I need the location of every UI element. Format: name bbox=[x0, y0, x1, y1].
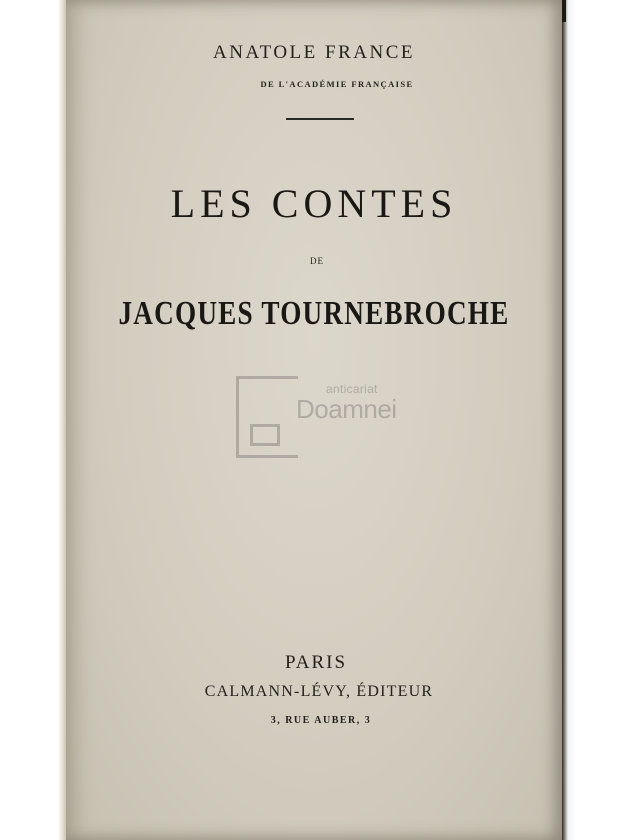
author-affiliation: DE L'ACADÉMIE FRANÇAISE bbox=[260, 79, 414, 89]
book-left-edge bbox=[0, 0, 72, 840]
title-page-content bbox=[66, 0, 562, 840]
watermark-text-small: anticariat bbox=[326, 382, 378, 396]
book-right-edge bbox=[552, 0, 630, 840]
book-title-connector: DE bbox=[310, 256, 324, 266]
imprint-address: 3, RUE AUBER, 3 bbox=[270, 715, 372, 726]
imprint-publisher: CALMANN-LÉVY, ÉDITEUR bbox=[204, 683, 434, 700]
title-page bbox=[66, 0, 562, 840]
divider-rule bbox=[286, 118, 354, 120]
book-title-line-2: JACQUES TOURNEBROCHE bbox=[118, 295, 510, 332]
book-title-line-1: LES CONTES bbox=[170, 181, 458, 226]
imprint-city: PARIS bbox=[284, 652, 348, 673]
watermark-text-large: Doamnei bbox=[296, 394, 397, 424]
watermark-inner-frame bbox=[250, 424, 280, 446]
watermark-logo bbox=[236, 376, 396, 460]
author-name: ANATOLE FRANCE bbox=[213, 42, 415, 63]
